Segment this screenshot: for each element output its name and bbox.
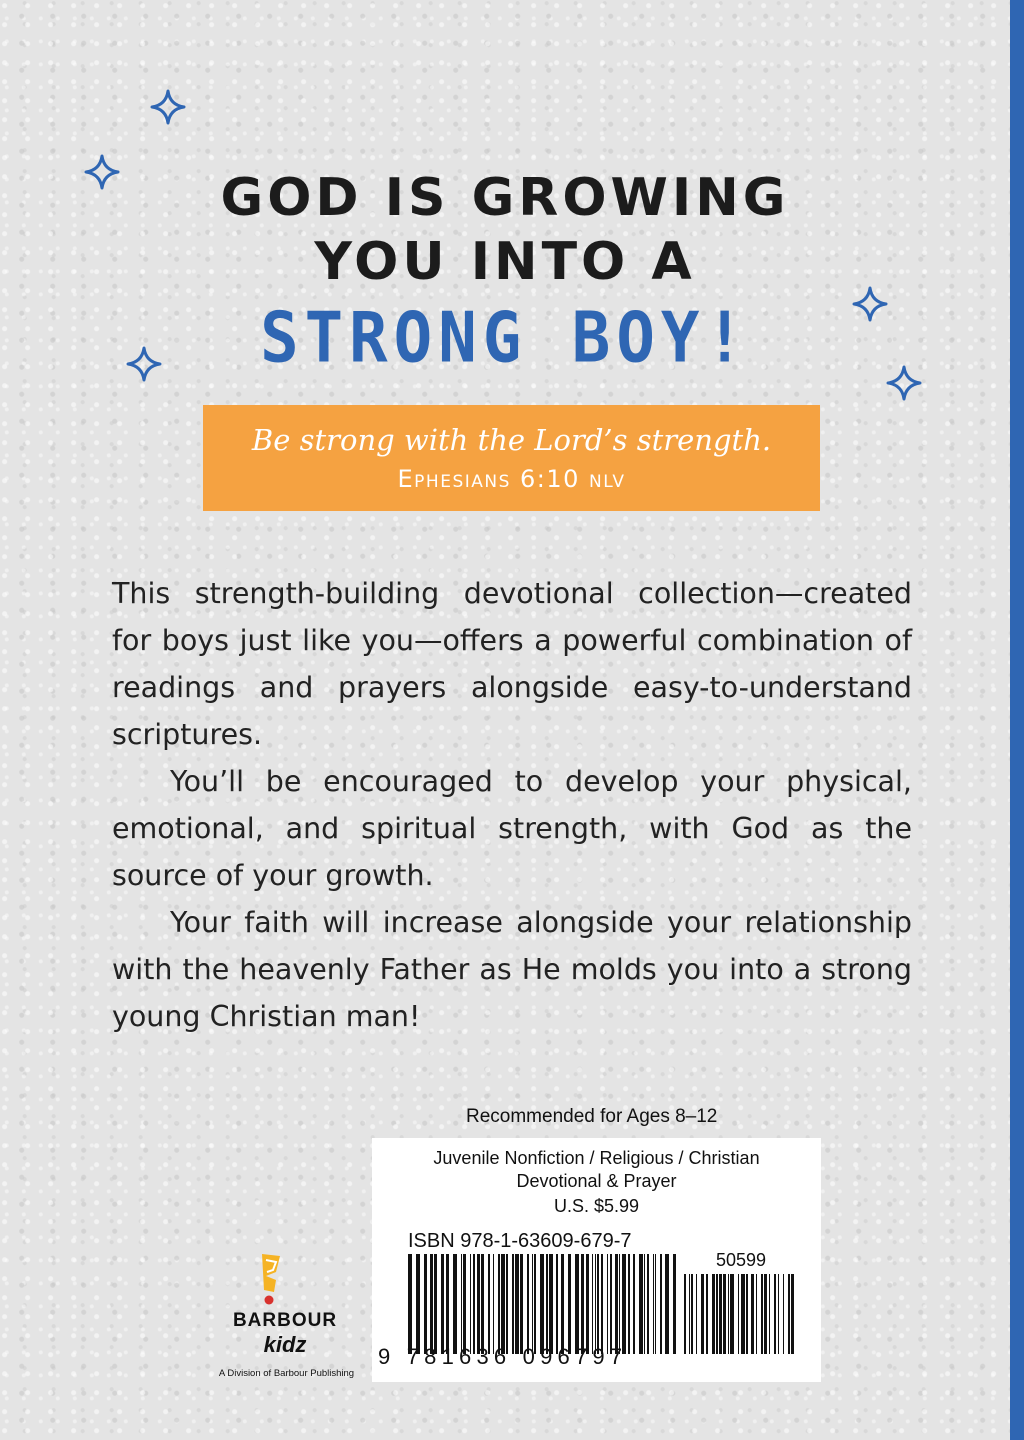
headline-line-2: YOU INTO A: [314, 232, 696, 292]
barcode-bar: [628, 1254, 630, 1354]
barcode-bar: [446, 1254, 449, 1354]
barcode-bar: [660, 1254, 662, 1354]
barcode-bar: [778, 1274, 779, 1354]
publisher-division: A Division of Barbour Publishing: [218, 1368, 355, 1379]
price-label: U.S. $5.99: [553, 1196, 640, 1216]
barcode-bar: [788, 1274, 790, 1354]
barcode-bar: [712, 1274, 715, 1354]
description-paragraph-2: You’ll be encouraged to develop your physical, emotional, and spiritual strength, with God as the source of your growth.: [112, 765, 912, 892]
barcode-bar: [463, 1254, 466, 1354]
barcode-bar: [738, 1274, 739, 1354]
isbn-barcode: [408, 1254, 676, 1354]
barcode-panel: [372, 1138, 821, 1382]
description-paragraph-3: Your faith will increase alongside your relationship with the heavenly Father as He molds you into a strong young Christian man!: [112, 906, 912, 1033]
barcode-bar: [673, 1254, 676, 1354]
description: [112, 570, 912, 1040]
barcode-bar: [481, 1254, 484, 1354]
verse-reference: Ephesians 6:10 nlv: [397, 465, 626, 493]
headline-line-3: STRONG BOY!: [260, 299, 750, 379]
sparkle-icon: [150, 89, 186, 125]
barcode-bar: [512, 1254, 514, 1354]
age-recommendation: Recommended for Ages 8–12: [466, 1106, 718, 1127]
publisher-logo: [220, 1250, 365, 1390]
price-code: 50599: [716, 1250, 767, 1270]
barcode-bar: [546, 1254, 548, 1354]
barcode-bar: [769, 1274, 770, 1354]
verse-text: Be strong with the Lord’s strength.: [251, 423, 772, 457]
barcode-bar: [716, 1274, 718, 1354]
publisher-imprint: kidz: [263, 1332, 307, 1357]
barcode-bar: [746, 1274, 748, 1354]
barcode-bar: [549, 1254, 553, 1354]
barcode-bar: [477, 1254, 480, 1354]
barcode-bar: [441, 1254, 444, 1354]
barcode-bar: [586, 1254, 589, 1354]
barcode-bar: [581, 1254, 584, 1354]
barbour-kidz-logo-icon: [258, 1252, 284, 1306]
barcode-bar: [488, 1254, 490, 1354]
headline-line-1: GOD IS GROWING: [220, 168, 790, 228]
barcode-bar: [639, 1254, 643, 1354]
barcode-bar: [691, 1274, 693, 1354]
barcode-bar: [655, 1254, 656, 1354]
barcode-bar: [416, 1254, 420, 1354]
barcode-bar: [633, 1254, 635, 1354]
spine-edge: [1010, 0, 1024, 1440]
barcode-bar: [461, 1254, 462, 1354]
barcode-bar: [430, 1254, 433, 1354]
barcode-bar: [756, 1274, 757, 1354]
barcode-bar: [647, 1254, 649, 1354]
barcode-bar: [434, 1254, 437, 1354]
barcode-bar: [719, 1274, 722, 1354]
barcode-bar: [689, 1274, 690, 1354]
barcode-bar: [774, 1274, 776, 1354]
barcode-bar: [701, 1274, 704, 1354]
barcode-bar: [764, 1274, 767, 1354]
barcode-bar: [684, 1274, 686, 1354]
barcode-bar: [527, 1254, 529, 1354]
barcode-bar: [506, 1254, 508, 1354]
barcode-bar: [622, 1254, 626, 1354]
description-paragraph-1: This strength-building devotional collection—created for boys just like you—offers a powerful combination of readings and prayers alongside easy-to-understand scriptures.: [112, 577, 912, 751]
category-line-2: Devotional & Prayer: [516, 1171, 677, 1191]
barcode-bar: [610, 1254, 612, 1354]
barcode-bar: [751, 1274, 754, 1354]
barcode-bar: [597, 1254, 599, 1354]
barcode-bar: [783, 1274, 784, 1354]
barcode-bar: [644, 1254, 645, 1354]
verse-banner: [203, 405, 820, 511]
barcode-bar: [728, 1274, 729, 1354]
barcode-bar: [540, 1254, 544, 1354]
barcode-bar: [595, 1254, 596, 1354]
barcode-bar: [615, 1254, 618, 1354]
barcode-bar: [619, 1254, 620, 1354]
barcode-bar: [501, 1254, 505, 1354]
barcode-bar: [532, 1254, 533, 1354]
barcode-bar: [575, 1254, 579, 1354]
barcode-bar: [493, 1254, 494, 1354]
barcode-bar: [607, 1254, 608, 1354]
barcode-bar: [791, 1274, 794, 1354]
barcode-bar: [730, 1274, 734, 1354]
barcode-bar: [568, 1254, 571, 1354]
price-barcode: [684, 1274, 804, 1354]
barcode-bar: [515, 1254, 519, 1354]
barcode-bar: [520, 1254, 523, 1354]
barcode-bar: [556, 1254, 558, 1354]
barcode-bar: [473, 1254, 475, 1354]
barcode-bar: [453, 1254, 457, 1354]
barcode-bar: [561, 1254, 564, 1354]
barcode-bar: [723, 1274, 726, 1354]
barcode-bar: [408, 1254, 412, 1354]
barcode-digits: 9 781636 096797: [378, 1344, 628, 1369]
barcode-bar: [498, 1254, 500, 1354]
isbn-label: ISBN 978-1-63609-679-7: [408, 1230, 632, 1252]
barcode-bar: [706, 1274, 708, 1354]
category-line-1: Juvenile Nonfiction / Religious / Christian: [433, 1148, 760, 1168]
barcode-bar: [653, 1254, 654, 1354]
barcode-bar: [601, 1254, 603, 1354]
barcode-bar: [424, 1254, 427, 1354]
barcode-bar: [761, 1274, 763, 1354]
barcode-bar: [741, 1274, 745, 1354]
barcode-bar: [592, 1254, 593, 1354]
barcode-bar: [534, 1254, 536, 1354]
publisher-name: BARBOUR: [232, 1310, 338, 1331]
barcode-bar: [665, 1254, 669, 1354]
barcode-bar: [470, 1254, 471, 1354]
barcode-bar: [696, 1274, 697, 1354]
